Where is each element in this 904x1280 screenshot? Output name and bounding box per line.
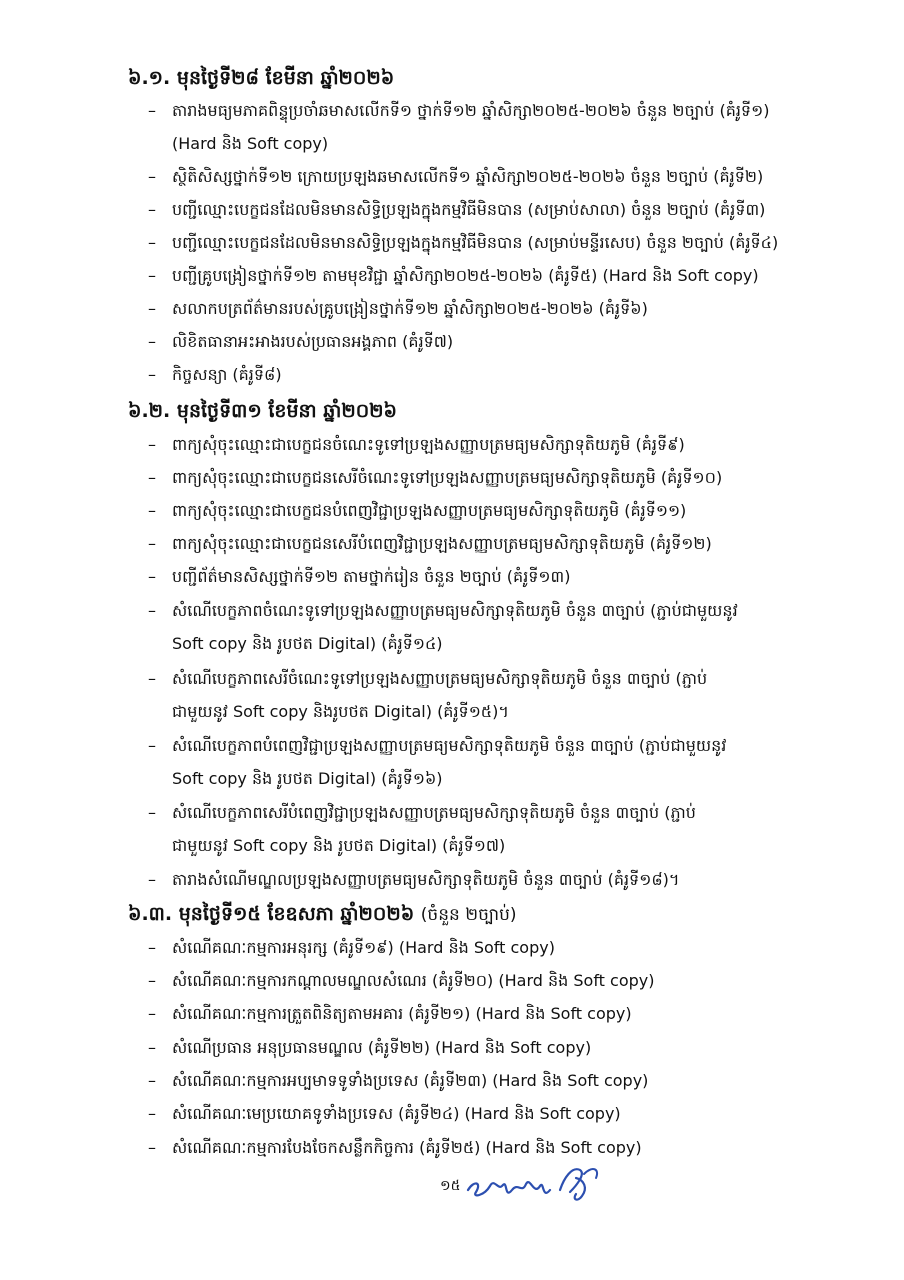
section-note: (ចំនួន ២ច្បាប់) <box>420 905 517 925</box>
page-footer <box>440 1160 620 1208</box>
section-heading-6-3: ៦.៣. មុនថ្ងៃទី១៥ ខែឧសភា ឆ្នាំ២០២៦ (ចំនួន ២ច្បាប់) <box>128 903 517 925</box>
section-heading-6-1: ៦.១. មុនថ្ងៃទី២៨ ខែមីនា ឆ្នាំ២០២៦ <box>128 67 395 89</box>
page-number: ១៥ <box>440 1178 461 1194</box>
section-heading-6-2: ៦.២. មុនថ្ងៃទី៣១ ខែមីនា ឆ្នាំ២០២៦ <box>128 400 397 422</box>
document-page: ៦.១. មុនថ្ងៃទី២៨ ខែមីនា ឆ្នាំ២០២៦ – តារាងមធ្យមភាគពិន្ទុប្រចាំឆមាសលើកទី១ ថ្នាក់ទី១២ ឆ្នាំសិក្សា២០២៥-២០២៦ ចំនួន ២ច្បាប់ (គំរូទី១) (Hard និង Soft copy) – ស្ថិតិសិស្សថ្នាក់ទី១២ ក្រោយប្រឡងឆមាសលើកទី១ ឆ្នាំសិក្សា២០២៥-២០២៦ ចំនួន ២ច្បាប់ (គំរូទី២) – បញ្ជីឈ្មោះបេក្ខជនដែលមិនមានសិទ្ធិប្រឡងក្នុងកម្មវិធីមិនបាន (សម្រាប់សាលា) ចំនួន ២ច្បាប់ (គំរូទី៣) – បញ្ជីឈ្មោះបេក្ខជនដែលមិនមានសិទ្ធិប្រឡងក្នុងកម្មវិធីមិនបាន (សម្រាប់មន្ទីរសេប) ចំនួន ២ច្បាប់ (គំរូទី៤) – បញ្ជីគ្រូបង្រៀនថ្នាក់ទី១២ តាមមុខវិជ្ជា ឆ្នាំសិក្សា២០២៥-២០២៦ (គំរូទី៥) (Hard និង Soft copy) – សលាកបត្រព័ត៌មានរបស់គ្រូបង្រៀនថ្នាក់ទី១២ ឆ្នាំសិក្សា២០២៥-២០២៦ (គំរូទី៦) – លិខិតធានាអះអាងរបស់ប្រធានអង្គភាព (គំរូទី៧) – កិច្ចសន្យា (គំរូទី៨) ៦.២. មុនថ្ងៃទី៣១ ខែមីនា ឆ្នាំ២០២៦ – ពាក្យសុំចុះឈ្មោះជាបេក្ខជនចំណេះទូទៅប្រឡងសញ្ញាបត្រមធ្យមសិក្សាទុតិយភូមិ (គំរូទី៩) – ពាក្យសុំចុះឈ្មោះជាបេក្ខជនសេរីចំណេះទូទៅប្រឡងសញ្ញាបត្រមធ្យមសិក្សាទុតិយភូមិ (គំរូទី១០) – ពាក្យសុំចុះឈ្មោះជាបេក្ខជនបំពេញវិជ្ជាប្រឡងសញ្ញាបត្រមធ្យមសិក្សាទុតិយភូមិ (គំរូទី១១) – ពាក្យសុំចុះឈ្មោះជាបេក្ខជនសេរីបំពេញវិជ្ជាប្រឡងសញ្ញាបត្រមធ្យមសិក្សាទុតិយភូមិ (គំរូទី១២) – បញ្ជីព័ត៌មានសិស្សថ្នាក់ទី១២ តាមថ្នាក់រៀន ចំនួន ២ច្បាប់ (គំរូទី១៣) – សំណើបេក្ខភាពចំណេះទូទៅប្រឡងសញ្ញាបត្រមធ្យមសិក្សាទុតិយភូមិ ចំនួន ៣ច្បាប់ (ភ្ជាប់ជាមួយនូវ Soft copy និង រូបថត Digital) (គំរូទី១៤) – សំណើបេក្ខភាពសេរីចំណេះទូទៅប្រឡងសញ្ញាបត្រមធ្យមសិក្សាទុតិយភូមិ ចំនួន ៣ច្បាប់ (ភ្ជាប់ ជាមួយនូវ Soft copy និងរូបថត Digital) (គំរូទី១៥)។ – សំណើបេក្ខភាពបំពេញវិជ្ជាប្រឡងសញ្ញាបត្រមធ្យមសិក្សាទុតិយភូមិ ចំនួន ៣ច្បាប់ (ភ្ជាប់ជាមួយនូវ Soft copy និង រូបថត Digital) (គំរូទី១៦) – សំណើបេក្ខភាពសេរីបំពេញវិជ្ជាប្រឡងសញ្ញាបត្រមធ្យមសិក្សាទុតិយភូមិ ចំនួន ៣ច្បាប់ (ភ្ជាប់ ជាមួយនូវ Soft copy និង រូបថត Digital) (គំរូទី១៧) – តារាងសំណើមណ្ឌលប្រឡងសញ្ញាបត្រមធ្យមសិក្សាទុតិយភូមិ ចំនួន ៣ច្បាប់ (គំរូទី១៨)។ ៦.៣. មុនថ្ងៃទី១៥ ខែឧសភា ឆ្នាំ២០២៦ (ចំនួន ២ច្បាប់) – សំណើគណៈកម្មការអនុរក្ស (គំរូទី១៩) (Hard និង Soft copy) – សំណើគណៈកម្មការកណ្តាលមណ្ឌលសំណេរ (គំរូទី២០) (Hard និង Soft copy) – សំណើគណៈកម្មការត្រួតពិនិត្យតាមអគារ (គំរូទី២១) (Hard និង Soft copy) – សំណើប្រធាន អនុប្រធានមណ្ឌល (គំរូទី២២) (Hard និង Soft copy) – សំណើគណៈកម្មការអប្បមាទទូទាំងប្រទេស (គំរូទី២៣) (Hard និង Soft copy) – សំណើគណៈមេប្រយោគទូទាំងប្រទេស (គំរូទី២៤) (Hard និង Soft copy) – សំណើគណៈកម្មការបែងចែកសន្លឹកកិច្ចការ (គំរូទី២៥) (Hard និង Soft copy) ១៥ <box>0 0 904 1280</box>
signature-initials-icon <box>464 1160 614 1208</box>
